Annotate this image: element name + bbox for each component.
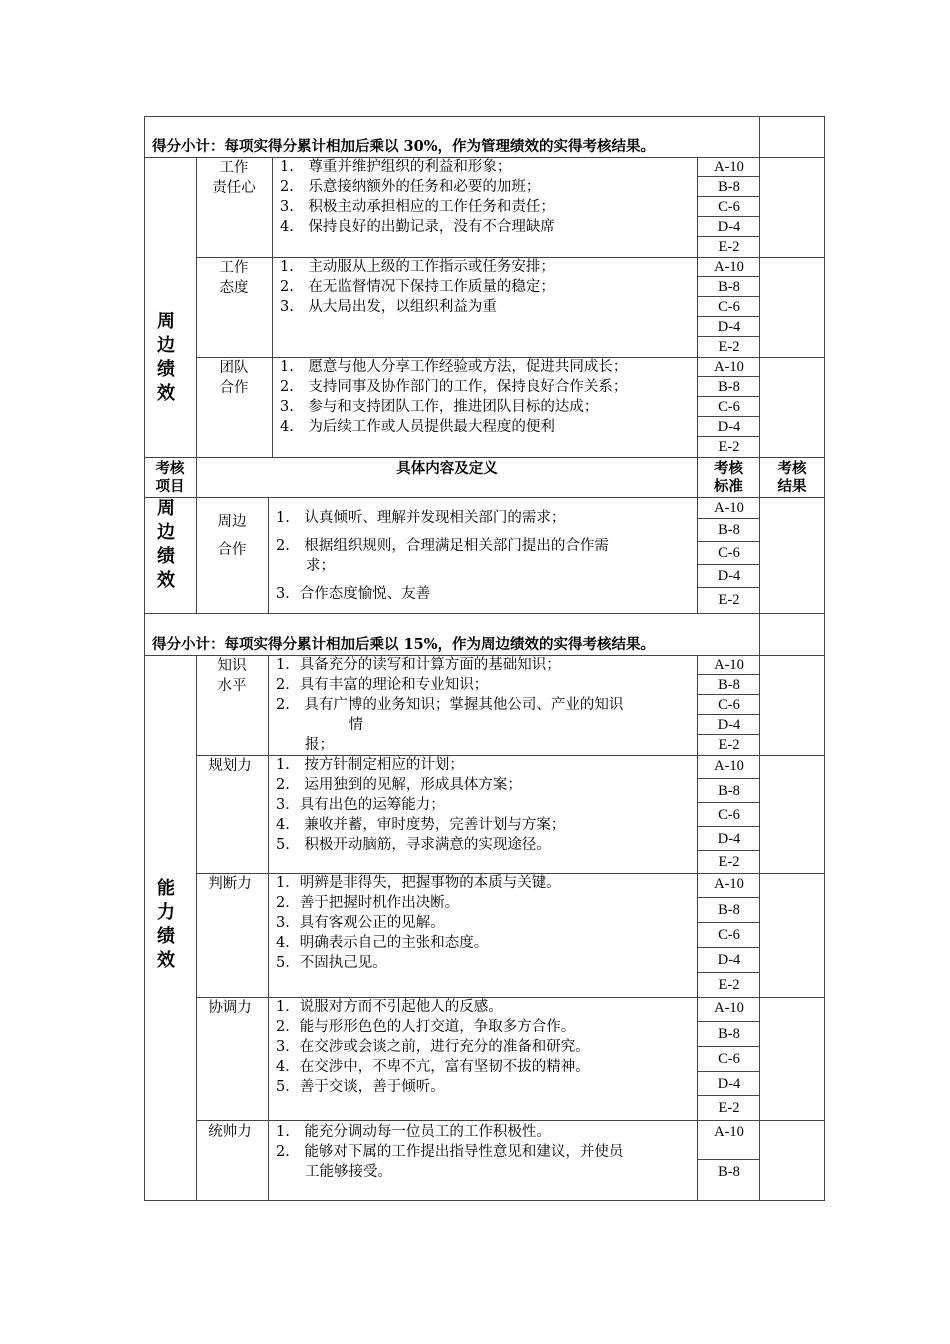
list-item: 3. 积极主动承担相应的工作任务和责任； (280, 199, 555, 215)
list-item: 4. 保持良好的出勤记录，没有不合理缺席 (280, 219, 555, 235)
list-item: 2．善于把握时机作出决断。 (276, 895, 460, 911)
grade-b: B-8 (698, 277, 760, 297)
grade-e: E-2 (718, 854, 740, 870)
grade-scale (698, 157, 760, 257)
list-item: 1．具备充分的读写和计算方面的基础知识； (276, 657, 561, 673)
grade-c: C-6 (698, 297, 760, 317)
grade-c: C-6 (698, 695, 760, 715)
grade-e: E-2 (718, 592, 740, 608)
group-name-attitude: 工作 态度 (219, 260, 249, 296)
list-item: 2. 乐意接纳额外的任务和必要的加班； (280, 179, 541, 195)
section3-category: 能 力 绩 效 (157, 878, 175, 971)
list-item: 1. 愿意与他人分享工作经验或方法，促进共同成长； (280, 359, 628, 375)
list-item: 3. 参与和支持团队工作，推进团队目标的达成； (280, 399, 599, 415)
grade-scale (698, 257, 760, 357)
list-item: 2. 运用独到的见解，形成具体方案； (276, 777, 522, 793)
grade-d: D-4 (698, 417, 760, 437)
grade-scale (698, 997, 760, 1120)
list-item: 3．在交涉或会谈之前，进行充分的准备和研究。 (276, 1039, 590, 1055)
grade-c: C-6 (698, 542, 760, 565)
teamwork-items (280, 357, 627, 437)
grade-b: B-8 (698, 898, 760, 923)
header-assessment-item: 考核 项目 (155, 460, 185, 495)
grade-c: C-6 (698, 397, 760, 417)
judgment-items (276, 873, 561, 973)
grade-a: A-10 (698, 497, 760, 519)
group-name-leadership: 统帅力 (208, 1124, 252, 1140)
grade-d: D-4 (698, 715, 760, 735)
list-item: 1. 按方针制定相应的计划； (276, 757, 464, 773)
grade-a: A-10 (698, 157, 760, 177)
leadership-items (276, 1122, 623, 1182)
list-item: 1. 认真倾听、理解并发现相关部门的需求； (276, 510, 566, 526)
group-name-teamwork: 团队 合作 (219, 360, 249, 396)
list-item: 2. 支持同事及协作部门的工作，保持良好合作关系； (280, 379, 628, 395)
group-name-planning: 规划力 (208, 758, 252, 774)
grade-e: E-2 (718, 339, 740, 355)
responsibility-items (280, 157, 555, 237)
grade-a: A-10 (698, 357, 760, 377)
list-item: 2．具有丰富的理论和专业知识； (276, 677, 489, 693)
list-item: 5．不固执己见。 (276, 955, 387, 971)
list-item: 1．说服对方而不引起他人的反感。 (276, 999, 503, 1015)
list-item: 2. 具有广博的业务知识；掌握其他公司、产业的知识 (276, 697, 624, 713)
group-name-knowledge: 知识 水平 (217, 658, 247, 694)
grade-scale (698, 497, 760, 613)
list-item: 1. 能充分调动每一位员工的工作积极性。 (276, 1124, 551, 1140)
grade-scale (698, 755, 760, 873)
grade-b: B-8 (698, 1022, 760, 1047)
grade-a: A-10 (698, 873, 760, 898)
grade-d: D-4 (698, 948, 760, 973)
grade-a: A-10 (698, 257, 760, 277)
group-name-judgment: 判断力 (208, 876, 252, 892)
list-item-continued: 工能够接受。 (276, 1164, 392, 1180)
list-item-continued: 报； (276, 737, 334, 753)
section1-category: 周 边 绩 效 (157, 311, 175, 404)
grade-d: D-4 (698, 827, 760, 851)
grade-d: D-4 (698, 565, 760, 588)
subtotal-peripheral: 得分小计：每项实得分累计相加后乘以 15%，作为周边绩效的实得考核结果。 (152, 636, 656, 653)
list-item-continued: 求； (306, 558, 335, 574)
list-item: 5．善于交谈，善于倾听。 (276, 1079, 445, 1095)
grade-b: B-8 (698, 675, 760, 695)
list-item: 2．能与形形色色的人打交道，争取多方合作。 (276, 1019, 576, 1035)
knowledge-items (276, 655, 623, 755)
list-item: 3．具有客观公正的见解。 (276, 915, 445, 931)
list-item: 3．合作态度愉悦、友善 (276, 586, 431, 602)
header-standard: 考核 标准 (714, 460, 743, 495)
grade-e: E-2 (718, 439, 740, 455)
list-item: 4. 为后续工作或人员提供最大程度的便利 (280, 419, 555, 435)
header-content: 具体内容及定义 (396, 460, 498, 477)
list-item: 2. 能够对下属的工作提出指导性意见和建议，并使员 (276, 1144, 624, 1160)
grade-d: D-4 (698, 317, 760, 337)
group-name-coordination: 协调力 (208, 1000, 252, 1016)
grade-scale (698, 357, 760, 457)
grade-a: A-10 (698, 1120, 760, 1160)
group-name-cooperation: 周边 合作 (217, 514, 247, 558)
grade-c: C-6 (698, 803, 760, 827)
section2-category: 周 边 绩 效 (157, 498, 175, 591)
grade-d: D-4 (698, 217, 760, 237)
list-item: 2. 在无监督情况下保持工作质量的稳定； (280, 279, 555, 295)
grade-e: E-2 (718, 239, 740, 255)
grade-b: B-8 (698, 177, 760, 197)
grade-e: E-2 (718, 977, 740, 993)
grade-a: A-10 (698, 997, 760, 1022)
group-name-responsibility: 工作 责任心 (212, 160, 256, 196)
grade-a: A-10 (698, 755, 760, 779)
grade-scale (698, 655, 760, 755)
grade-c: C-6 (698, 197, 760, 217)
list-item: 4. 兼收并蓄，审时度势，完善计划与方案； (276, 817, 566, 833)
coordination-items (276, 997, 590, 1097)
list-item: 1. 主动服从上级的工作指示或任务安排； (280, 259, 555, 275)
grade-e: E-2 (718, 1100, 740, 1116)
grade-b: B-8 (698, 519, 760, 542)
grade-b: B-8 (698, 779, 760, 803)
cooperation-items (276, 508, 692, 604)
grade-c: C-6 (698, 923, 760, 948)
grade-scale (698, 873, 760, 997)
list-item-continued: 情 (276, 717, 363, 733)
grade-d: D-4 (698, 1072, 760, 1096)
list-item: 1．明辨是非得失，把握事物的本质与关键。 (276, 875, 561, 891)
subtotal-management: 得分小计：每项实得分累计相加后乘以 30%，作为管理绩效的实得考核结果。 (152, 138, 656, 155)
grade-e: E-2 (718, 737, 740, 753)
list-item: 5. 积极开动脑筋，寻求满意的实现途径。 (276, 837, 551, 853)
grade-scale (698, 1120, 760, 1200)
attitude-items (280, 257, 555, 317)
list-item: 3. 从大局出发，以组织利益为重 (280, 299, 497, 315)
header-result: 考核 结果 (777, 460, 807, 495)
grade-c: C-6 (698, 1047, 760, 1072)
list-item: 4．在交涉中，不卑不亢，富有坚韧不拔的精神。 (276, 1059, 590, 1075)
planning-items (276, 755, 565, 855)
grade-b: B-8 (718, 1164, 740, 1180)
list-item: 1. 尊重并维护组织的利益和形象； (280, 159, 512, 175)
list-item: 2. 根据组织规则，合理满足相关部门提出的合作需 (276, 538, 609, 554)
grade-b: B-8 (698, 377, 760, 397)
grade-a: A-10 (698, 655, 760, 675)
list-item: 4．明确表示自己的主张和态度。 (276, 935, 489, 951)
list-item: 3．具有出色的运筹能力； (276, 797, 445, 813)
